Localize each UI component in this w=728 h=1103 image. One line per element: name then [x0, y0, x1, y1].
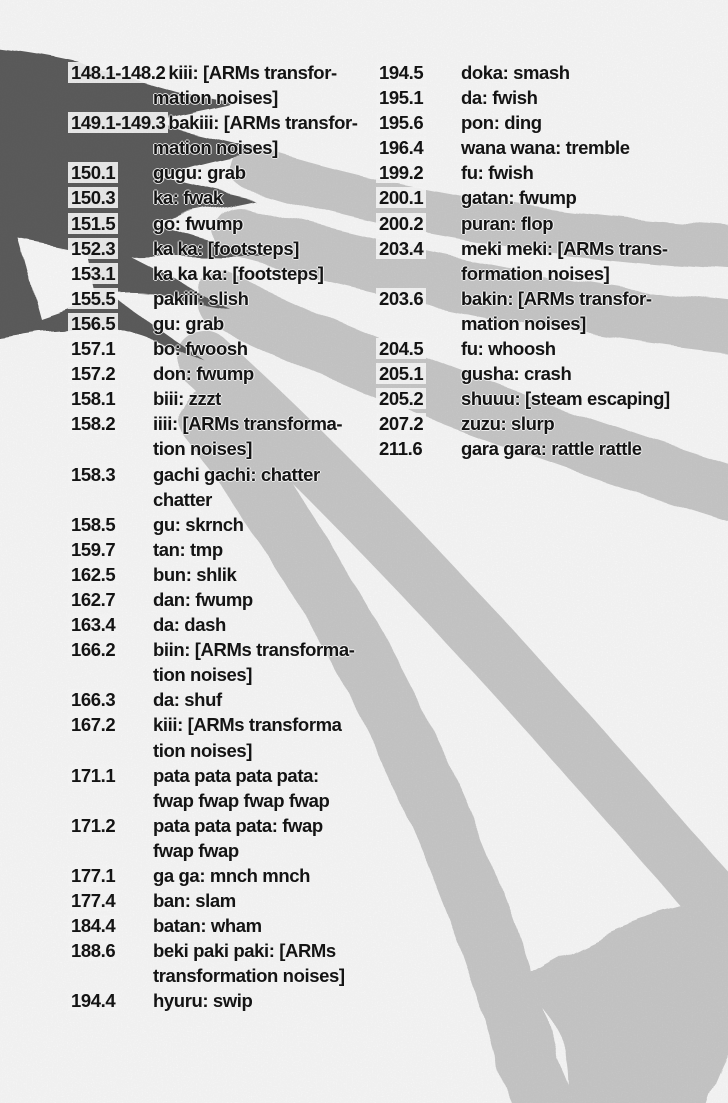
sfx-translation: batan: wham: [153, 915, 262, 937]
page-panel-number-text: 152.3: [68, 238, 118, 259]
page-panel-number: [71, 712, 153, 737]
page-panel-number: [71, 687, 153, 712]
glossary-entry-line: [71, 637, 377, 662]
sfx-translation: fu: fwish: [461, 162, 534, 184]
glossary-entry: [379, 185, 711, 210]
glossary-entry: [379, 286, 711, 336]
page-panel-number: [71, 888, 153, 913]
page-panel-number-text: 149.1-149.3: [68, 112, 168, 133]
glossary-entry: [71, 411, 377, 461]
page-panel-number: [379, 110, 461, 135]
sfx-translation: tan: tmp: [153, 538, 223, 560]
glossary-entry: [71, 913, 377, 938]
glossary-entry: [71, 211, 377, 236]
glossary-entry-line: [379, 160, 711, 185]
sfx-translation: ka ka ka: [footsteps]: [153, 262, 324, 284]
page-panel-number: [379, 286, 461, 311]
sfx-translation-continuation: transformation noises]: [153, 965, 345, 987]
page-panel-number-text: 151.5: [68, 213, 118, 234]
sfx-translation: shuuu: [steam escaping]: [461, 388, 670, 410]
page-panel-number-text: 194.5: [376, 62, 426, 83]
glossary-entry: [71, 386, 377, 411]
page-panel-number-text: 158.1: [68, 388, 118, 409]
page-panel-number-text: 195.1: [376, 87, 426, 108]
sfx-translation: don: fwump: [153, 363, 254, 385]
page-panel-number-text: 171.1: [68, 765, 118, 786]
sfx-translation-continuation: tion noises]: [153, 438, 253, 460]
glossary-entry: [71, 813, 377, 863]
glossary-entry-line: [71, 311, 377, 336]
sfx-translation: da: fwish: [461, 87, 538, 109]
page-panel-number-text: 177.1: [68, 865, 118, 886]
sfx-translation-continuation: mation noises]: [153, 137, 278, 159]
sfx-translation: pon: ding: [461, 112, 542, 134]
glossary-entry: [71, 612, 377, 637]
glossary-entry: [71, 888, 377, 913]
glossary-entry-line: [71, 261, 377, 286]
page-panel-number-text: 203.6: [376, 288, 426, 309]
glossary-entry-line: [71, 863, 377, 888]
glossary-entry-line: [379, 336, 711, 361]
glossary-entry-line: [71, 763, 377, 788]
sfx-translation-continuation: tion noises]: [153, 739, 253, 761]
page-panel-number: [71, 587, 153, 612]
glossary-entry-line: [71, 888, 377, 913]
glossary-entry-line: [71, 211, 377, 236]
glossary-entry-line: [379, 411, 711, 436]
page-panel-number-text: 148.1-148.2: [68, 62, 168, 83]
sfx-translation: kiii: [ARMs transfor-: [168, 62, 337, 83]
page-panel-number: [71, 261, 153, 286]
glossary-entry: [71, 512, 377, 537]
glossary-entry: [379, 436, 711, 461]
page-panel-number: [71, 361, 153, 386]
glossary-entry: [71, 311, 377, 336]
page-panel-number-text: 194.4: [68, 990, 118, 1011]
page-panel-number-text: 205.1: [376, 363, 426, 384]
glossary-entry: [71, 537, 377, 562]
page-panel-number: [71, 110, 168, 135]
glossary-entry-line: [71, 562, 377, 587]
page-panel-number: [71, 938, 153, 963]
sfx-translation: gusha: crash: [461, 363, 572, 385]
glossary-entry: [71, 185, 377, 210]
glossary-entry-line: [71, 336, 377, 361]
sfx-translation: biii: zzzt: [153, 388, 221, 410]
sfx-translation: kiii: [ARMs transforma: [153, 714, 342, 736]
page-panel-number-text: 188.6: [68, 940, 118, 961]
glossary-entry: [379, 361, 711, 386]
glossary-entry: [379, 211, 711, 236]
glossary-entry-line: [71, 712, 377, 737]
page-panel-number: [71, 311, 153, 336]
page-panel-number: [379, 361, 461, 386]
sfx-translation: bo: fwoosh: [153, 338, 248, 360]
page-panel-number: [71, 813, 153, 838]
page-panel-number-text: 166.2: [68, 639, 118, 660]
sfx-translation: pata pata pata: fwap: [153, 814, 323, 836]
page-panel-number: [71, 612, 153, 637]
sfx-translation-continuation: chatter: [153, 488, 212, 510]
sfx-translation: gachi gachi: chatter: [153, 463, 320, 485]
sfx-translation: da: dash: [153, 614, 226, 636]
sfx-translation: ka: fwak: [153, 187, 223, 209]
sfx-translation: meki meki: [ARMs trans-: [461, 237, 668, 259]
page-panel-number: [71, 537, 153, 562]
page-panel-number-text: 200.1: [376, 187, 426, 208]
page-panel-number: [71, 236, 153, 261]
page-panel-number: [379, 85, 461, 110]
page-panel-number-text: 150.3: [68, 187, 118, 208]
page-panel-number-text: 162.5: [68, 564, 118, 585]
page-panel-number-text: 205.2: [376, 388, 426, 409]
page-panel-number-text: 153.1: [68, 263, 118, 284]
sfx-translation: gara gara: rattle rattle: [461, 438, 642, 460]
glossary-entry-line: [71, 60, 377, 85]
page-panel-number-text: 157.2: [68, 363, 118, 384]
glossary-entry-line: [379, 60, 711, 85]
sfx-translation: da: shuf: [153, 689, 222, 711]
page-panel-number: [71, 562, 153, 587]
sfx-translation: fu: whoosh: [461, 338, 556, 360]
glossary-entry: [71, 462, 377, 512]
sfx-translation: bun: shlik: [153, 563, 237, 585]
sfx-translation: pakiii: slish: [153, 287, 249, 309]
glossary-entry-line: [379, 386, 711, 411]
page-panel-number-text: 195.6: [376, 112, 426, 133]
page-panel-number: [379, 185, 461, 210]
glossary-entry: [71, 286, 377, 311]
glossary-entry: [71, 336, 377, 361]
glossary-entry: [71, 988, 377, 1013]
sfx-translation: ga ga: mnch mnch: [153, 865, 311, 886]
glossary-entry-line: [71, 411, 377, 436]
page-panel-number: [71, 411, 153, 436]
glossary-entry-line: [71, 110, 377, 135]
page-panel-number-text: 157.1: [68, 338, 118, 359]
glossary-entry-line: [71, 185, 377, 210]
glossary-entry: [71, 562, 377, 587]
page-panel-number: [71, 512, 153, 537]
page-panel-number: [379, 60, 461, 85]
glossary-column-left: [71, 60, 377, 1014]
page-panel-number-text: 203.4: [376, 238, 426, 259]
glossary-entry-line: [71, 160, 377, 185]
glossary-entry-line: [379, 185, 711, 210]
glossary-entry-line: [71, 687, 377, 712]
glossary-column-right: [379, 60, 711, 462]
sfx-translation-continuation: tion noises]: [153, 664, 253, 686]
sfx-translation: doka: smash: [461, 62, 570, 83]
sfx-translation: dan: fwump: [153, 588, 253, 610]
glossary-entry-line: [379, 85, 711, 110]
page-panel-number-text: 158.2: [68, 413, 118, 434]
page-panel-number: [71, 336, 153, 361]
sfx-translation: wana wana: tremble: [461, 137, 630, 159]
sfx-translation: pata pata pata pata:: [153, 764, 319, 786]
page-panel-number: [379, 135, 461, 160]
glossary-entry-line: [71, 462, 377, 487]
page-panel-number-text: 207.2: [376, 413, 426, 434]
page-panel-number: [379, 386, 461, 411]
glossary-entry: [71, 361, 377, 386]
sfx-translation: gatan: fwump: [461, 187, 577, 209]
page-panel-number-text: 158.3: [68, 464, 118, 485]
glossary-entry: [379, 110, 711, 135]
sfx-translation: puran: flop: [461, 212, 554, 234]
glossary-entry: [71, 60, 377, 110]
glossary-entry: [379, 160, 711, 185]
page-panel-number-text: 196.4: [376, 137, 426, 158]
glossary-entry-line: [71, 537, 377, 562]
glossary-entry-line: [71, 512, 377, 537]
page-panel-number: [71, 211, 153, 236]
glossary-entry: [379, 60, 711, 85]
page-panel-number-text: 211.6: [376, 438, 425, 459]
sfx-translation: bakiii: [ARMs transfor-: [168, 112, 358, 134]
glossary-entry-line: [71, 361, 377, 386]
sfx-translation: beki paki paki: [ARMs: [153, 940, 336, 962]
sfx-translation-continuation: fwap fwap fwap fwap: [153, 789, 330, 811]
page-panel-number-text: 199.2: [376, 162, 426, 183]
glossary-entry: [379, 336, 711, 361]
sfx-translation-continuation: fwap fwap: [153, 839, 239, 861]
glossary-entry: [71, 587, 377, 612]
page-panel-number: [71, 60, 168, 85]
sfx-translation: iiii: [ARMs transforma-: [153, 413, 343, 435]
glossary-entry-line: [379, 110, 711, 135]
sfx-translation: hyuru: swip: [153, 990, 253, 1012]
glossary-entry-line: [71, 587, 377, 612]
sfx-translation: gu: grab: [153, 312, 224, 334]
glossary-entry-line: [71, 988, 377, 1013]
glossary-entry: [379, 135, 711, 160]
sfx-translation: ka ka: [footsteps]: [153, 237, 299, 259]
page-panel-number: [71, 160, 153, 185]
page-panel-number: [71, 863, 153, 888]
page-panel-number-text: 155.5: [68, 288, 118, 309]
page-panel-number: [379, 160, 461, 185]
glossary-entry: [71, 110, 377, 160]
page-panel-number-text: 200.2: [376, 213, 426, 234]
glossary-entry-line: [71, 386, 377, 411]
sfx-translation-continuation: mation noises]: [153, 87, 278, 109]
glossary-entry: [71, 687, 377, 712]
glossary-entry-line: [379, 286, 711, 311]
glossary-entry: [379, 411, 711, 436]
glossary-entry-line: [71, 913, 377, 938]
page-panel-number: [379, 236, 461, 261]
page-panel-number-text: 163.4: [68, 614, 118, 635]
glossary-entry-line: [379, 236, 711, 261]
page-panel-number-text: 184.4: [68, 915, 118, 936]
glossary-entry: [71, 863, 377, 888]
glossary-entry-line: [71, 612, 377, 637]
page-panel-number-text: 156.5: [68, 313, 118, 334]
page-panel-number-text: 171.2: [68, 815, 118, 836]
sfx-translation: go: fwump: [153, 212, 243, 234]
glossary-entry: [379, 236, 711, 286]
page-panel-number-text: 204.5: [376, 338, 426, 359]
sfx-translation: zuzu: slurp: [461, 413, 555, 435]
sfx-translation: biin: [ARMs transforma-: [153, 639, 355, 661]
sfx-translation-continuation: formation noises]: [461, 262, 610, 284]
sfx-translation: ban: slam: [153, 890, 236, 912]
glossary-entry-line: [71, 813, 377, 838]
glossary-entry: [71, 160, 377, 185]
page-panel-number-text: 166.3: [68, 689, 118, 710]
glossary-entry: [71, 938, 377, 988]
glossary-entry-line: [379, 361, 711, 386]
page-panel-number: [379, 411, 461, 436]
page-panel-number: [71, 637, 153, 662]
page-panel-number-text: 177.4: [68, 890, 118, 911]
glossary-entry: [71, 712, 377, 762]
sfx-translation: bakin: [ARMs transfor-: [461, 287, 652, 309]
sfx-translation: gu: skrnch: [153, 513, 244, 535]
page-panel-number-text: 150.1: [68, 162, 118, 183]
page-panel-number-text: 158.5: [68, 514, 118, 535]
sfx-translation-continuation: mation noises]: [461, 312, 586, 334]
glossary-entry: [379, 85, 711, 110]
page-panel-number: [71, 462, 153, 487]
glossary-entry: [71, 763, 377, 813]
glossary-entry-line: [379, 436, 711, 461]
page-panel-number: [71, 286, 153, 311]
page-panel-number-text: 167.2: [68, 714, 118, 735]
page-panel-number: [71, 913, 153, 938]
page-panel-number-text: 162.7: [68, 589, 118, 610]
page-panel-number: [71, 763, 153, 788]
page-panel-number: [71, 386, 153, 411]
glossary-entry-line: [379, 211, 711, 236]
glossary-entry-line: [379, 135, 711, 160]
glossary-entry: [379, 386, 711, 411]
glossary-entry-line: [71, 938, 377, 963]
page-panel-number: [71, 988, 153, 1013]
glossary-entry-line: [71, 236, 377, 261]
page-panel-number: [71, 185, 153, 210]
glossary-entry: [71, 261, 377, 286]
page-panel-number: [379, 336, 461, 361]
glossary-entry: [71, 637, 377, 687]
page-panel-number: [379, 211, 461, 236]
sfx-translation: gugu: grab: [153, 162, 246, 184]
page-panel-number: [379, 436, 461, 461]
glossary-entry-line: [71, 286, 377, 311]
glossary-entry: [71, 236, 377, 261]
page-panel-number-text: 159.7: [68, 539, 118, 560]
